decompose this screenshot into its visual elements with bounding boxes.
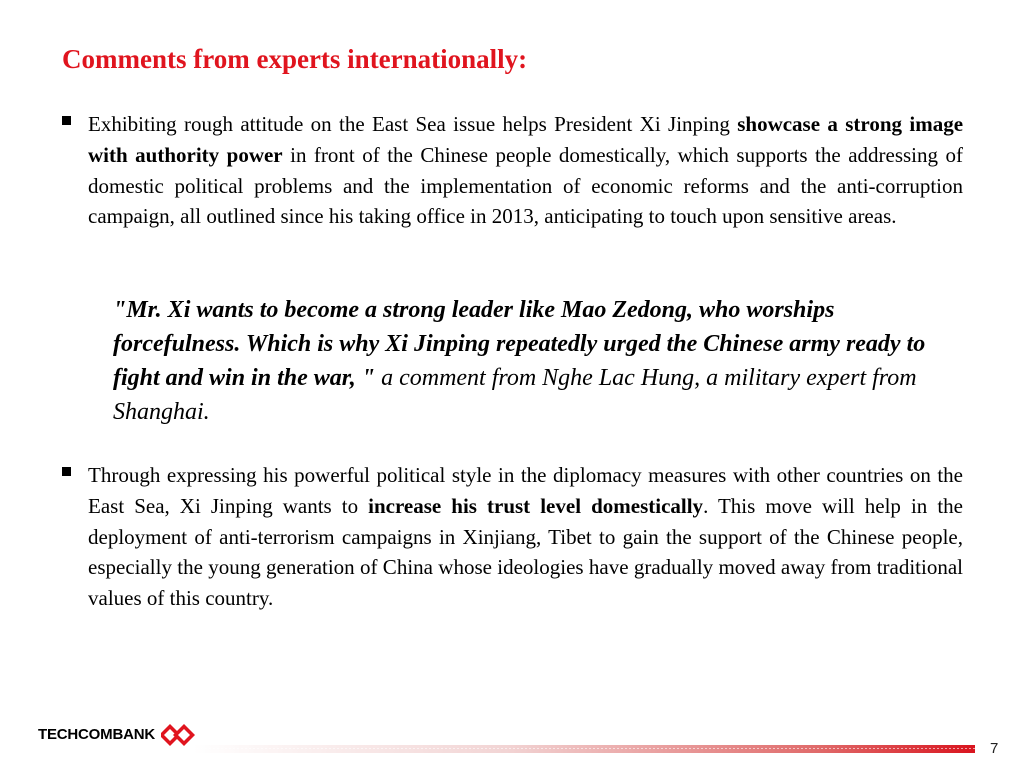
techcombank-logo bbox=[38, 722, 198, 748]
bullet-emphasis: increase his trust level domestically bbox=[368, 493, 704, 518]
bullet-item bbox=[62, 460, 963, 614]
bullet-text: Through expressing his powerful political style in the diplomacy measures with other countries on the East Sea, Xi Jinping wants to increase his trust level domestically. This move will help in the deployment of anti-terrorism campaigns in Xinjiang, Tibet to gain the support of the Chinese people, especially the young generation of China whose ideologies have gradually moved away from traditional values of this country. bbox=[88, 463, 963, 611]
page-number: 7 bbox=[990, 740, 999, 757]
bullet-emphasis: showcase a strong image with authority power bbox=[88, 112, 964, 167]
quote-attribution: a comment from Nghe Lac Hung, a military expert from Shanghai. bbox=[113, 365, 917, 425]
bullet-item bbox=[62, 109, 963, 232]
bullet-square-icon bbox=[62, 116, 71, 125]
logo-wordmark: TECHCOMBANK bbox=[38, 726, 155, 743]
footer-gradient-bar bbox=[193, 745, 975, 753]
bullet-text: Exhibiting rough attitude on the East Sea issue helps President Xi Jinping showcase a strong image with authority power in front of the Chinese people domestically, which supports the addressing of domestic political problems and the implementation of economic reforms and the anti-corruption campaign, all outlined since his taking office in 2013, anticipating to touch upon sensitive areas. bbox=[88, 112, 964, 229]
bullet-square-icon bbox=[62, 467, 71, 476]
slide-title: Comments from experts internationally: bbox=[62, 44, 528, 74]
quote-text: "Mr. Xi wants to become a strong leader like Mao Zedong, who worships forcefulness. Which is why Xi Jinping repeatedly urged the Chinese army ready to fight and win in the war, " bbox=[113, 297, 926, 391]
expert-quote bbox=[113, 293, 963, 429]
techcombank-diamond-icon bbox=[161, 722, 195, 748]
